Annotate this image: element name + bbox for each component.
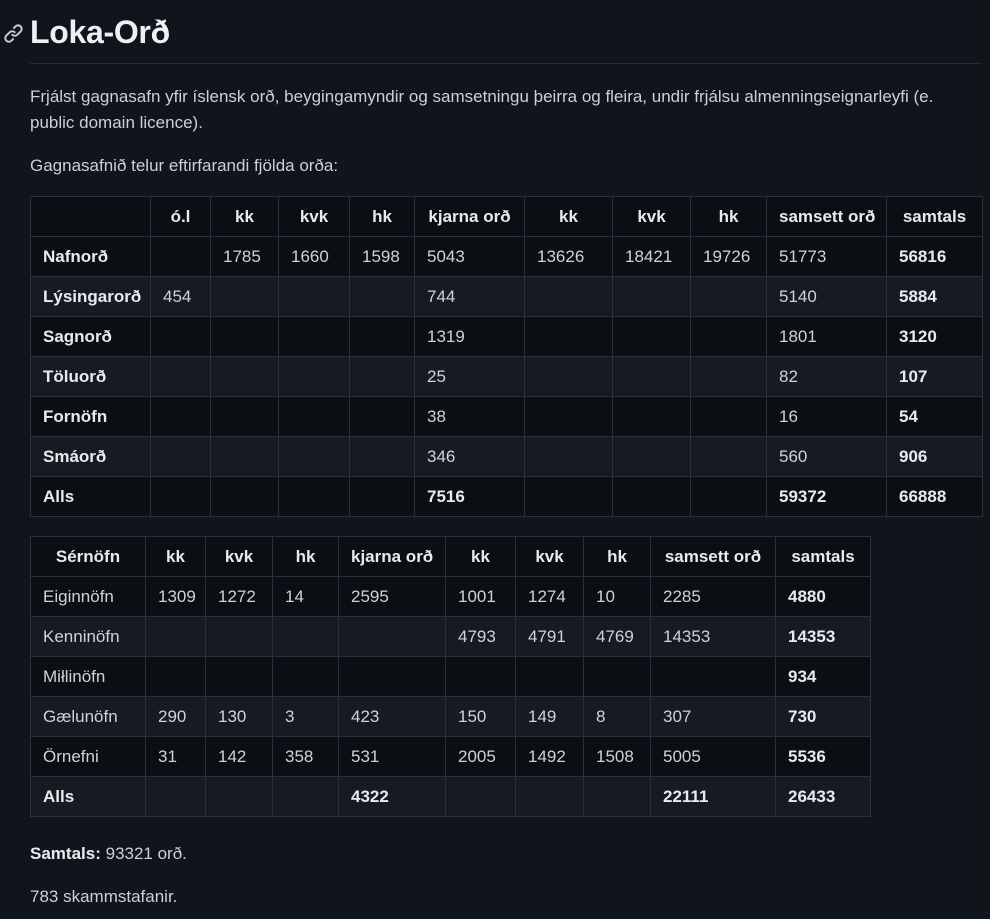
table-cell: 150 [446, 697, 516, 737]
table-row [31, 777, 871, 817]
column-header: kk [146, 537, 206, 577]
table-row [31, 577, 871, 617]
table-cell: 1598 [350, 237, 415, 277]
table-cell [151, 437, 211, 477]
table-cell [211, 277, 279, 317]
table-cell: 423 [339, 697, 446, 737]
table-cell: Nafnorð [31, 237, 151, 277]
table-cell [651, 657, 776, 697]
table-cell [151, 237, 211, 277]
table-cell: 4793 [446, 617, 516, 657]
table-cell: 346 [415, 437, 525, 477]
table-cell [350, 477, 415, 517]
column-header: hk [691, 197, 767, 237]
table-cell: 1319 [415, 317, 525, 357]
table-cell [691, 437, 767, 477]
table-cell [613, 357, 691, 397]
table-row [31, 697, 871, 737]
table-cell: 7516 [415, 477, 525, 517]
table-cell [691, 477, 767, 517]
table-cell [151, 317, 211, 357]
table-cell [516, 657, 584, 697]
tables-intro-paragraph: Gagnasafnið telur eftirfarandi fjölda orða: [30, 156, 339, 175]
table-cell [273, 777, 339, 817]
table-row [31, 657, 871, 697]
column-header: kk [211, 197, 279, 237]
column-header: kvk [613, 197, 691, 237]
abbreviations-line: 783 skammstafanir. [30, 887, 178, 906]
table-row [31, 437, 983, 477]
table-cell: Örnefni [31, 737, 146, 777]
table-row [31, 737, 871, 777]
table-cell: 4322 [339, 777, 446, 817]
table-cell: Smáorð [31, 437, 151, 477]
table-cell [273, 617, 339, 657]
table-cell: Töluorð [31, 357, 151, 397]
table-cell [151, 357, 211, 397]
table-cell: 51773 [767, 237, 887, 277]
table-cell: 31 [146, 737, 206, 777]
table-cell: 4880 [776, 577, 871, 617]
table-row [31, 617, 871, 657]
table-cell: 149 [516, 697, 584, 737]
table-cell: 142 [206, 737, 273, 777]
table-cell [613, 277, 691, 317]
table-cell: 744 [415, 277, 525, 317]
table-cell: 5884 [887, 277, 983, 317]
table-cell [339, 657, 446, 697]
column-header: kjarna orð [339, 537, 446, 577]
column-header: hk [584, 537, 651, 577]
table-cell [151, 477, 211, 517]
table-header-row [31, 537, 871, 577]
table-cell: 2005 [446, 737, 516, 777]
table-cell: 5536 [776, 737, 871, 777]
table-cell: 13626 [525, 237, 613, 277]
table-cell [691, 397, 767, 437]
table-cell: Alls [31, 477, 151, 517]
intro-paragraph: Frjálst gagnasafn yfir íslensk orð, beygingamyndir og samsetningu þeirra og fleira, undir frjálsu almenningseignarleyfi (e. public domain licence). [30, 87, 934, 132]
table-cell [525, 357, 613, 397]
table-cell [211, 317, 279, 357]
table-cell [279, 437, 350, 477]
table-cell [691, 357, 767, 397]
table-cell: 5043 [415, 237, 525, 277]
column-header: samtals [776, 537, 871, 577]
table-cell: Eiginnöfn [31, 577, 146, 617]
table-cell: 307 [651, 697, 776, 737]
table-cell: 3120 [887, 317, 983, 357]
table-cell [279, 317, 350, 357]
page-header [30, 10, 982, 64]
table-cell [279, 357, 350, 397]
table-cell: 5005 [651, 737, 776, 777]
link-icon[interactable] [3, 23, 24, 44]
table-cell: 56816 [887, 237, 983, 277]
table-cell [211, 357, 279, 397]
table-cell [273, 657, 339, 697]
table-cell: Gælunöfn [31, 697, 146, 737]
column-header [31, 197, 151, 237]
table-cell [211, 397, 279, 437]
table-cell: 4791 [516, 617, 584, 657]
table-cell: 66888 [887, 477, 983, 517]
table-cell: 454 [151, 277, 211, 317]
table-cell: 290 [146, 697, 206, 737]
table-cell [584, 777, 651, 817]
table-cell: 358 [273, 737, 339, 777]
table-cell: 1001 [446, 577, 516, 617]
table-cell: 5140 [767, 277, 887, 317]
table-cell: Sagnorð [31, 317, 151, 357]
table-cell [279, 477, 350, 517]
table-cell [516, 777, 584, 817]
proper-nouns-table [30, 536, 871, 817]
table-header-row [31, 197, 983, 237]
table-cell: 54 [887, 397, 983, 437]
table-cell [146, 777, 206, 817]
column-header: ó.l [151, 197, 211, 237]
column-header: kvk [206, 537, 273, 577]
table-cell [350, 317, 415, 357]
table-cell: 10 [584, 577, 651, 617]
table-cell [691, 317, 767, 357]
table-cell [613, 317, 691, 357]
table-cell [525, 397, 613, 437]
table-cell: 906 [887, 437, 983, 477]
table-cell: 130 [206, 697, 273, 737]
table-cell: Kenninöfn [31, 617, 146, 657]
table-cell [146, 657, 206, 697]
table-cell: 1272 [206, 577, 273, 617]
totals-line [30, 841, 978, 867]
page-title: Loka-Orð [30, 14, 170, 50]
table-cell [525, 277, 613, 317]
table-cell: Lýsingarorð [31, 277, 151, 317]
column-header: kvk [279, 197, 350, 237]
table-cell: 730 [776, 697, 871, 737]
table-cell [211, 477, 279, 517]
table-cell [206, 777, 273, 817]
totals-value: 93321 orð. [105, 844, 187, 863]
column-header: hk [273, 537, 339, 577]
table-row [31, 317, 983, 357]
column-header: kjarna orð [415, 197, 525, 237]
table-cell [584, 657, 651, 697]
totals-label: Samtals: [30, 844, 101, 863]
table-cell [206, 657, 273, 697]
table-cell: 107 [887, 357, 983, 397]
table-cell: 934 [776, 657, 871, 697]
table-cell: 531 [339, 737, 446, 777]
word-counts-table [30, 196, 983, 517]
table-cell: 82 [767, 357, 887, 397]
table-cell [350, 397, 415, 437]
table-cell: 1660 [279, 237, 350, 277]
table-row [31, 357, 983, 397]
table-cell: 560 [767, 437, 887, 477]
table-cell [146, 617, 206, 657]
table-row [31, 277, 983, 317]
table-cell [206, 617, 273, 657]
table-cell [525, 477, 613, 517]
table-row [31, 237, 983, 277]
table-cell [525, 317, 613, 357]
table-cell: 3 [273, 697, 339, 737]
table-cell: 4769 [584, 617, 651, 657]
table-row [31, 397, 983, 437]
table-cell: 1274 [516, 577, 584, 617]
table-cell [613, 477, 691, 517]
table-cell: 2285 [651, 577, 776, 617]
column-header: Sérnöfn [31, 537, 146, 577]
table-row [31, 477, 983, 517]
table-cell: 22111 [651, 777, 776, 817]
table-cell: 14353 [776, 617, 871, 657]
table-cell: Miłlinöfn [31, 657, 146, 697]
table-cell: 1508 [584, 737, 651, 777]
table-cell: 26433 [776, 777, 871, 817]
table-cell [339, 617, 446, 657]
column-header: samsett orð [651, 537, 776, 577]
table-cell [446, 657, 516, 697]
table-cell: 1785 [211, 237, 279, 277]
table-cell: 19726 [691, 237, 767, 277]
table-cell: 38 [415, 397, 525, 437]
table-cell: 14353 [651, 617, 776, 657]
column-header: samsett orð [767, 197, 887, 237]
column-header: samtals [887, 197, 983, 237]
table-cell [350, 357, 415, 397]
table-cell: 1492 [516, 737, 584, 777]
table-cell: 14 [273, 577, 339, 617]
table-cell: 1801 [767, 317, 887, 357]
table-cell: 8 [584, 697, 651, 737]
table-cell [613, 437, 691, 477]
table-cell: 1309 [146, 577, 206, 617]
table-cell: 59372 [767, 477, 887, 517]
table-cell: 25 [415, 357, 525, 397]
column-header: kk [446, 537, 516, 577]
table-cell [691, 277, 767, 317]
table-cell: 2595 [339, 577, 446, 617]
table-cell: Alls [31, 777, 146, 817]
table-cell [211, 437, 279, 477]
column-header: hk [350, 197, 415, 237]
table-cell [279, 277, 350, 317]
table-cell: 16 [767, 397, 887, 437]
table-cell [613, 397, 691, 437]
column-header: kk [525, 197, 613, 237]
table-cell: 18421 [613, 237, 691, 277]
table-cell [525, 437, 613, 477]
table-cell [151, 397, 211, 437]
table-cell [279, 397, 350, 437]
column-header: kvk [516, 537, 584, 577]
table-cell: Fornöfn [31, 397, 151, 437]
table-cell [350, 277, 415, 317]
table-cell [446, 777, 516, 817]
table-cell [350, 437, 415, 477]
